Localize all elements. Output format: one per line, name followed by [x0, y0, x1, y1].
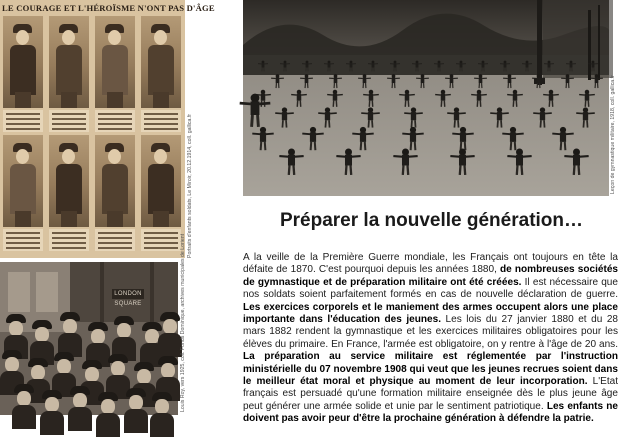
article-emphasis: Les enfants ne doivent pas avoir peur d'être la prochaine génération à défendre la patrie. [243, 401, 618, 424]
gymnastics-photo-credit [610, 0, 619, 196]
clipping-credit-text: Portraits d'enfants soldats, Le Miroir, 20.12.1914, coll. gallica.fr [187, 114, 193, 258]
clipping-title: LE COURAGE ET L'HÉROÏSME N'ONT PAS D'ÂGE [2, 3, 183, 13]
boy-figure [158, 312, 182, 356]
crowd-photo-credit-text: Louis Roy, vers 1925, coll. Fonds Dominique, archives municipales de Lorient [180, 234, 186, 412]
soldier-portrait [3, 135, 43, 227]
portrait-caption [95, 229, 135, 251]
page-title: Préparer la nouvelle génération… [243, 210, 620, 232]
soldier-portrait [141, 135, 181, 227]
soldier-portrait [49, 135, 89, 227]
soldier-portrait [3, 16, 43, 108]
article-text: Les lois du 27 janvier 1880 et du 28 mars 1882 rendent la gymnastique et les exercices militaires obligatoires pour les élèves du primaire. En France, l'armée est obligatoire, on y rentre à l'âge de 20 ans. [243, 314, 618, 350]
portrait-caption [49, 229, 89, 251]
soldier-portrait [141, 16, 181, 108]
soldier-portrait [95, 16, 135, 108]
soldier-portrait [49, 16, 89, 108]
boy-figure [12, 384, 36, 428]
street-sign: LONDON SQUARE [112, 289, 144, 299]
article-text: Il est nécessaire que nos soldats soient parfaitement formés en cas de nouvelle déclaration de guerre. [243, 277, 618, 300]
boy-figure [40, 390, 64, 434]
portrait-caption [95, 110, 135, 132]
article-text: L'Etat français est persuadé qu'une formation militaire enseignée dès le plus jeune âge peut générer une armée solide et unie par le sentiment patriotique. [243, 376, 618, 412]
gymnastics-scene [243, 0, 609, 196]
article-emphasis: Les exercices corporels et le maniement des armes occupent alors une place importante dans l'éducation des jeunes. [243, 302, 618, 325]
boys-crowd-photo [0, 262, 178, 415]
portrait-caption [3, 229, 43, 251]
crowd-photo-credit [180, 262, 188, 415]
gymnastics-photo-credit-text: Leçon de gymnastique militaire, 1918, coll. gallica.fr [610, 75, 616, 194]
portrait-caption [141, 229, 181, 251]
article-emphasis: de nombreuses sociétés de gymnastique et de préparation militaire ont été créées. [243, 264, 618, 287]
boy-figure [68, 386, 92, 430]
article-emphasis: La préparation au service militaire est réglementée par l'instruction ministérielle du 07 novembre 1908 qui veut que les jeunes recrues soient dans le meilleur état moral et physique au moment de leur incorporation. [243, 351, 618, 387]
boy-figure [96, 392, 120, 436]
gymnastics-lesson-photo [243, 0, 609, 196]
boy-figure [124, 388, 148, 432]
soldier-portrait [95, 135, 135, 227]
article-text: A la veille de la Première Guerre mondiale, les Français ont toujours en tête la défaite de 1870. C'est pourquoi depuis les années 1880, [243, 252, 618, 275]
portrait-caption [3, 110, 43, 132]
portrait-caption [49, 110, 89, 132]
article-body [243, 252, 618, 426]
clipping-credit [187, 118, 195, 258]
boy-figure [150, 392, 174, 436]
boy-figure [58, 312, 82, 356]
newspaper-clipping-image [0, 0, 185, 258]
portrait-caption [141, 110, 181, 132]
